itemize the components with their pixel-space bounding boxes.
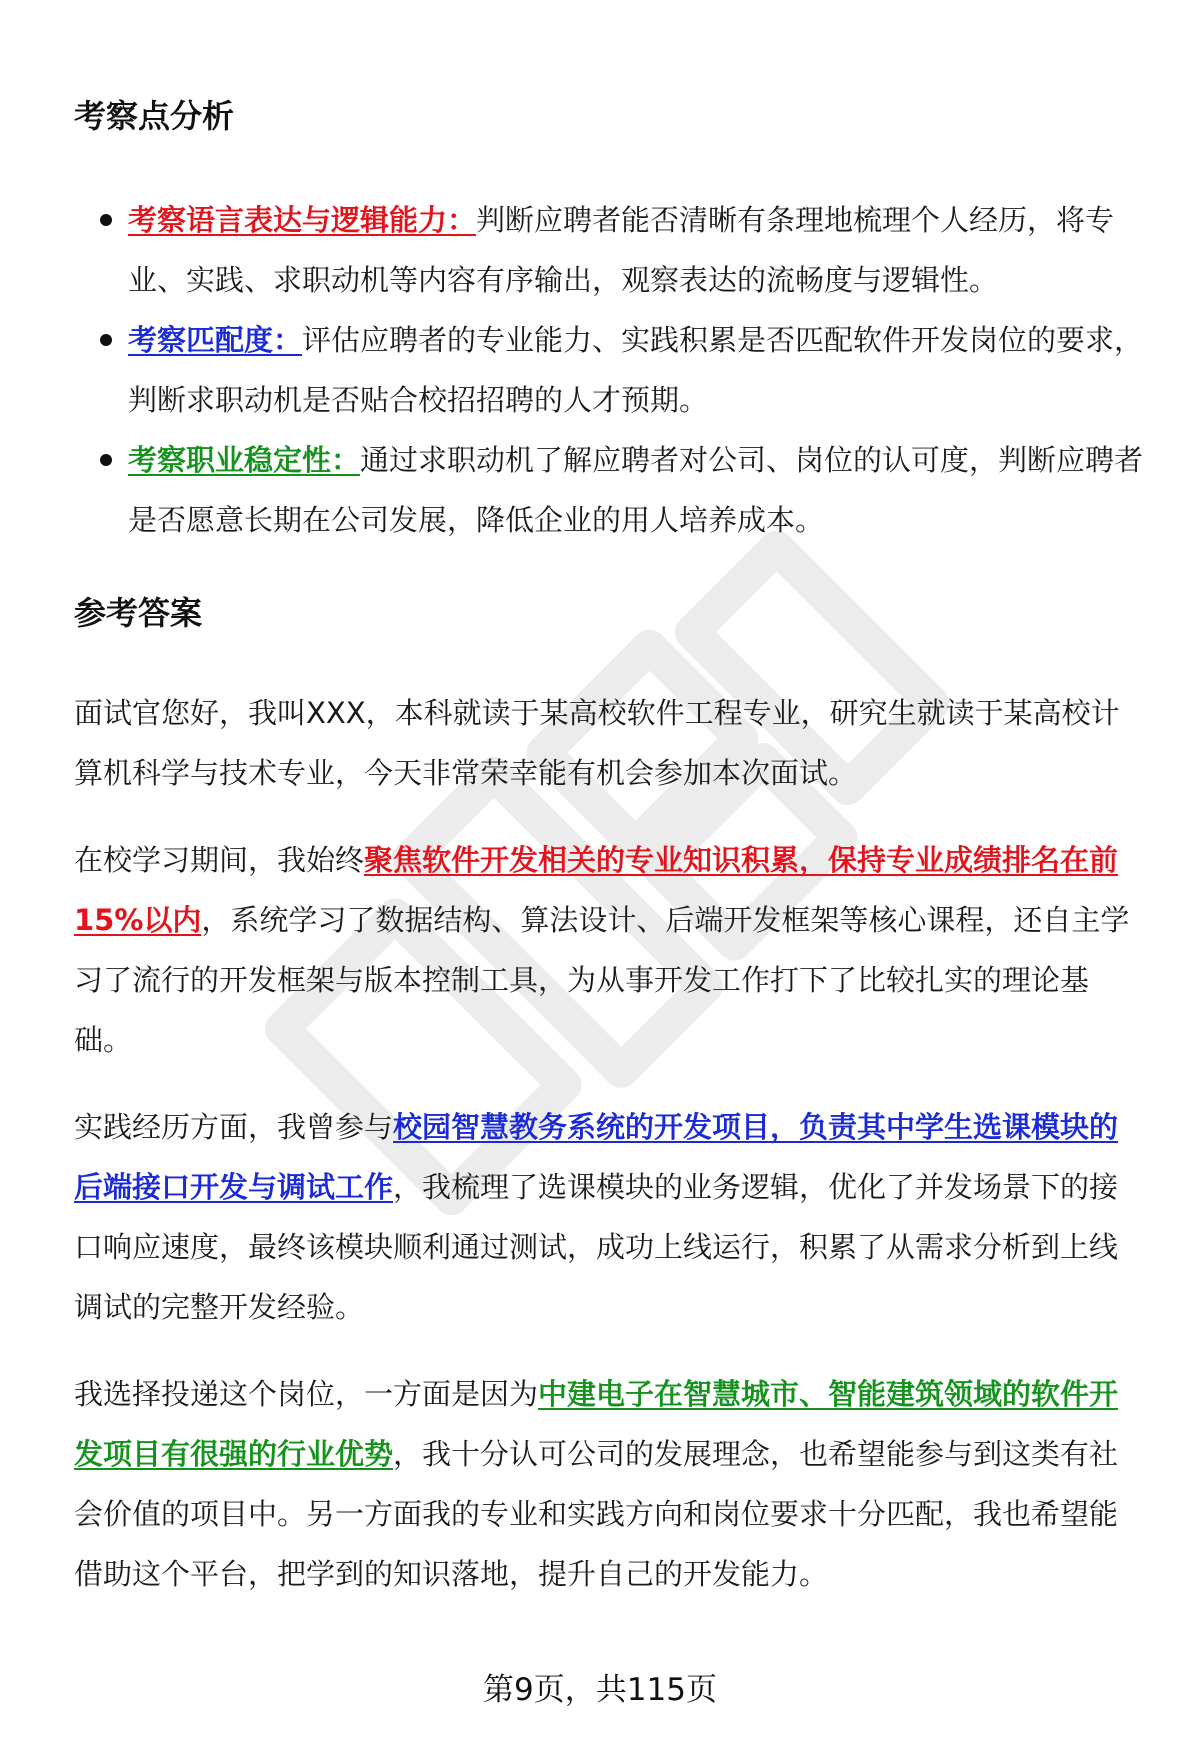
section-title-answer: 参考答案 <box>74 594 203 632</box>
paragraph-text: 我选择投递这个岗位，一方面是因为 <box>74 1377 539 1411</box>
answer-paragraph-intro: 面试官您好，我叫XXX，本科就读于某高校软件工程专业，研究生就读于某高校计算机科学与技术专业，今天非常荣幸能有机会参加本次面试。 <box>74 696 1120 790</box>
paragraph-highlight: 中建电子在智慧城市、智能建筑领域的软件开发项目有很强的行业优势 <box>74 1377 1119 1471</box>
answer-paragraph-study <box>74 830 1146 1070</box>
paragraph-text: ，我梳理了选课模块的业务逻辑，优化了并发场景下的接口响应速度，最终该模块顺利通过测试，成功上线运行，积累了从需求分析到上线调试的完整开发经验。 <box>74 1170 1119 1324</box>
page-number: 第9页，共115页 <box>483 1672 717 1708</box>
paragraph-text: ，系统学习了数据结构、算法设计、后端开发框架等核心课程，还自主学习了流行的开发框架与版本控制工具，为从事开发工作打下了比较扎实的理论基础。 <box>74 903 1130 1057</box>
analysis-list <box>74 190 1146 550</box>
analysis-keyword: 考察匹配度： <box>128 323 303 357</box>
bullet-icon <box>100 334 112 346</box>
bullet-icon <box>100 214 112 226</box>
analysis-keyword: 考察职业稳定性： <box>128 443 361 477</box>
section-title-analysis: 考察点分析 <box>74 97 235 135</box>
analysis-item-language <box>74 190 1146 310</box>
analysis-item-match <box>74 310 1146 430</box>
answer-paragraph-practice <box>74 1097 1146 1337</box>
analysis-item-stability <box>74 430 1146 550</box>
paragraph-text: ，我十分认可公司的发展理念，也希望能参与到这类有社会价值的项目中。另一方面我的专业和实践方向和岗位要求十分匹配，我也希望能借助这个平台，把学到的知识落地，提升自己的开发能力。 <box>74 1437 1119 1591</box>
paragraph-text: 实践经历方面，我曾参与 <box>74 1110 394 1144</box>
answer-paragraph-motivation <box>74 1364 1146 1604</box>
paragraph-highlight: 校园智慧教务系统的开发项目，负责其中学生选课模块的后端接口开发与调试工作 <box>74 1110 1119 1204</box>
paragraph-highlight: 聚焦软件开发相关的专业知识积累，保持专业成绩排名在前15%以内 <box>74 843 1119 937</box>
analysis-text: 评估应聘者的专业能力、实践积累是否匹配软件开发岗位的要求，判断求职动机是否贴合校招招聘的人才预期。 <box>128 323 1144 417</box>
analysis-text: 通过求职动机了解应聘者对公司、岗位的认可度，判断应聘者是否愿意长期在公司发展，降低企业的用人培养成本。 <box>128 443 1144 537</box>
bullet-icon <box>100 454 112 466</box>
analysis-keyword: 考察语言表达与逻辑能力： <box>128 203 477 237</box>
analysis-text: 判断应聘者能否清晰有条理地梳理个人经历，将专业、实践、求职动机等内容有序输出，观察表达的流畅度与逻辑性。 <box>128 203 1115 297</box>
paragraph-text: 在校学习期间，我始终 <box>74 843 365 877</box>
